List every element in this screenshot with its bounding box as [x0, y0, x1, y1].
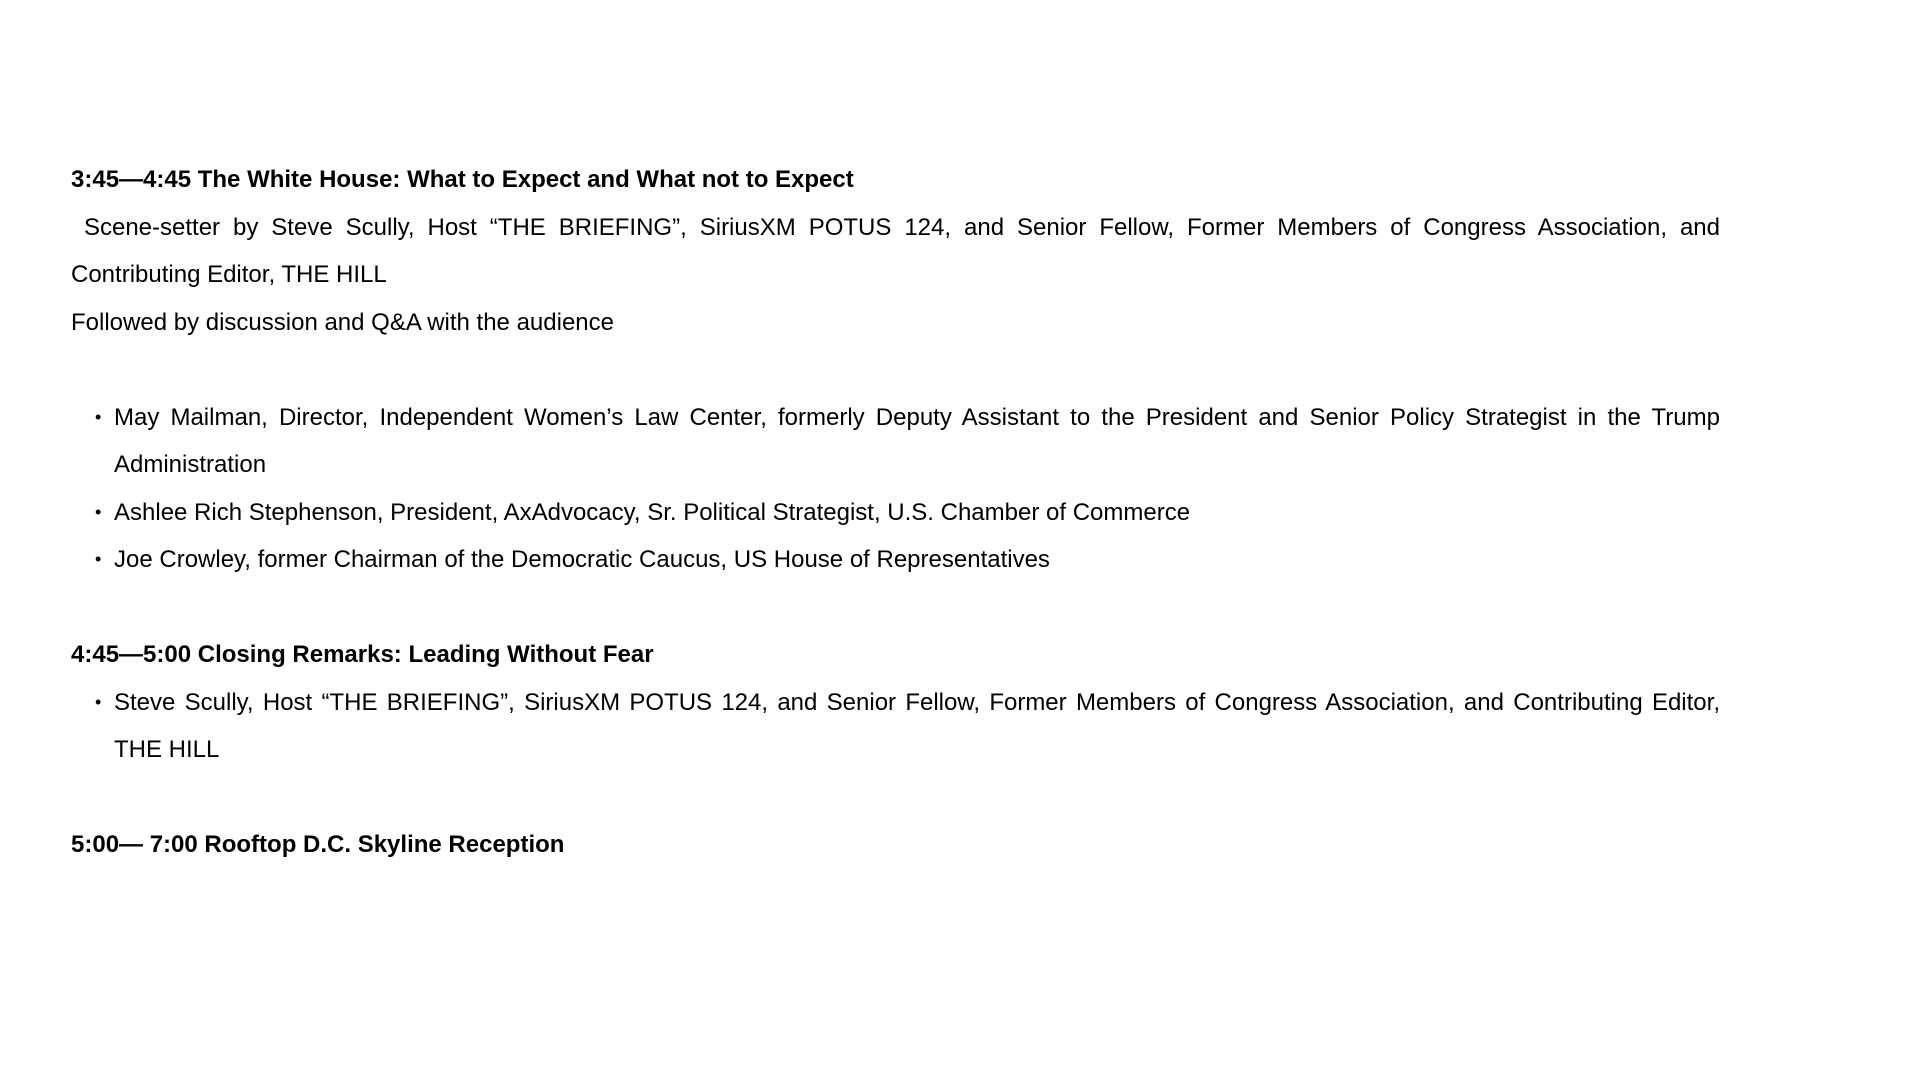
scene-setter-paragraph: Scene-setter by Steve Scully, Host “THE BRIEFING”, SiriusXM POTUS 124, and Senior Fellow, Former Members of Congress Association, and Contributing Editor, THE HILL	[71, 213, 1727, 288]
agenda-document	[71, 156, 1727, 869]
speaker-list	[71, 394, 1720, 584]
speaker-text: Steve Scully, Host “THE BRIEFING”, SiriusXM POTUS 124, and Senior Fellow, Former Members of Congress Association, and Contributing Editor, THE HILL	[114, 688, 1720, 763]
speaker-text: Joe Crowley, former Chairman of the Democratic Caucus, US House of Representatives	[114, 546, 1050, 573]
speaker-text: Ashlee Rich Stephenson, President, AxAdvocacy, Sr. Political Strategist, U.S. Chamber of Commerce	[114, 498, 1191, 526]
spacer	[71, 584, 1720, 632]
session-heading-reception: 5:00— 7:00 Rooftop D.C. Skyline Reception	[71, 831, 565, 858]
list-item	[71, 394, 1720, 489]
speaker-list	[71, 679, 1720, 774]
spacer	[71, 346, 1720, 394]
session-heading-closing-remarks: 4:45—5:00 Closing Remarks: Leading Without Fear	[71, 641, 654, 668]
speaker-text: May Mailman, Director, Independent Women’s Law Center, formerly Deputy Assistant to the President and Senior Policy Strategist in the Trump Administration	[114, 403, 1720, 478]
bullet-icon: •	[95, 549, 102, 569]
list-item	[71, 489, 1720, 537]
bullet-icon: •	[95, 501, 102, 522]
session-heading-white-house: 3:45—4:45 The White House: What to Expect and What not to Expect	[71, 166, 854, 193]
bullet-icon: •	[95, 691, 102, 712]
list-item	[71, 679, 1720, 774]
spacer	[71, 774, 1720, 822]
discussion-paragraph: Followed by discussion and Q&A with the audience	[71, 308, 614, 336]
list-item	[71, 536, 1720, 584]
bullet-icon: •	[95, 406, 102, 427]
